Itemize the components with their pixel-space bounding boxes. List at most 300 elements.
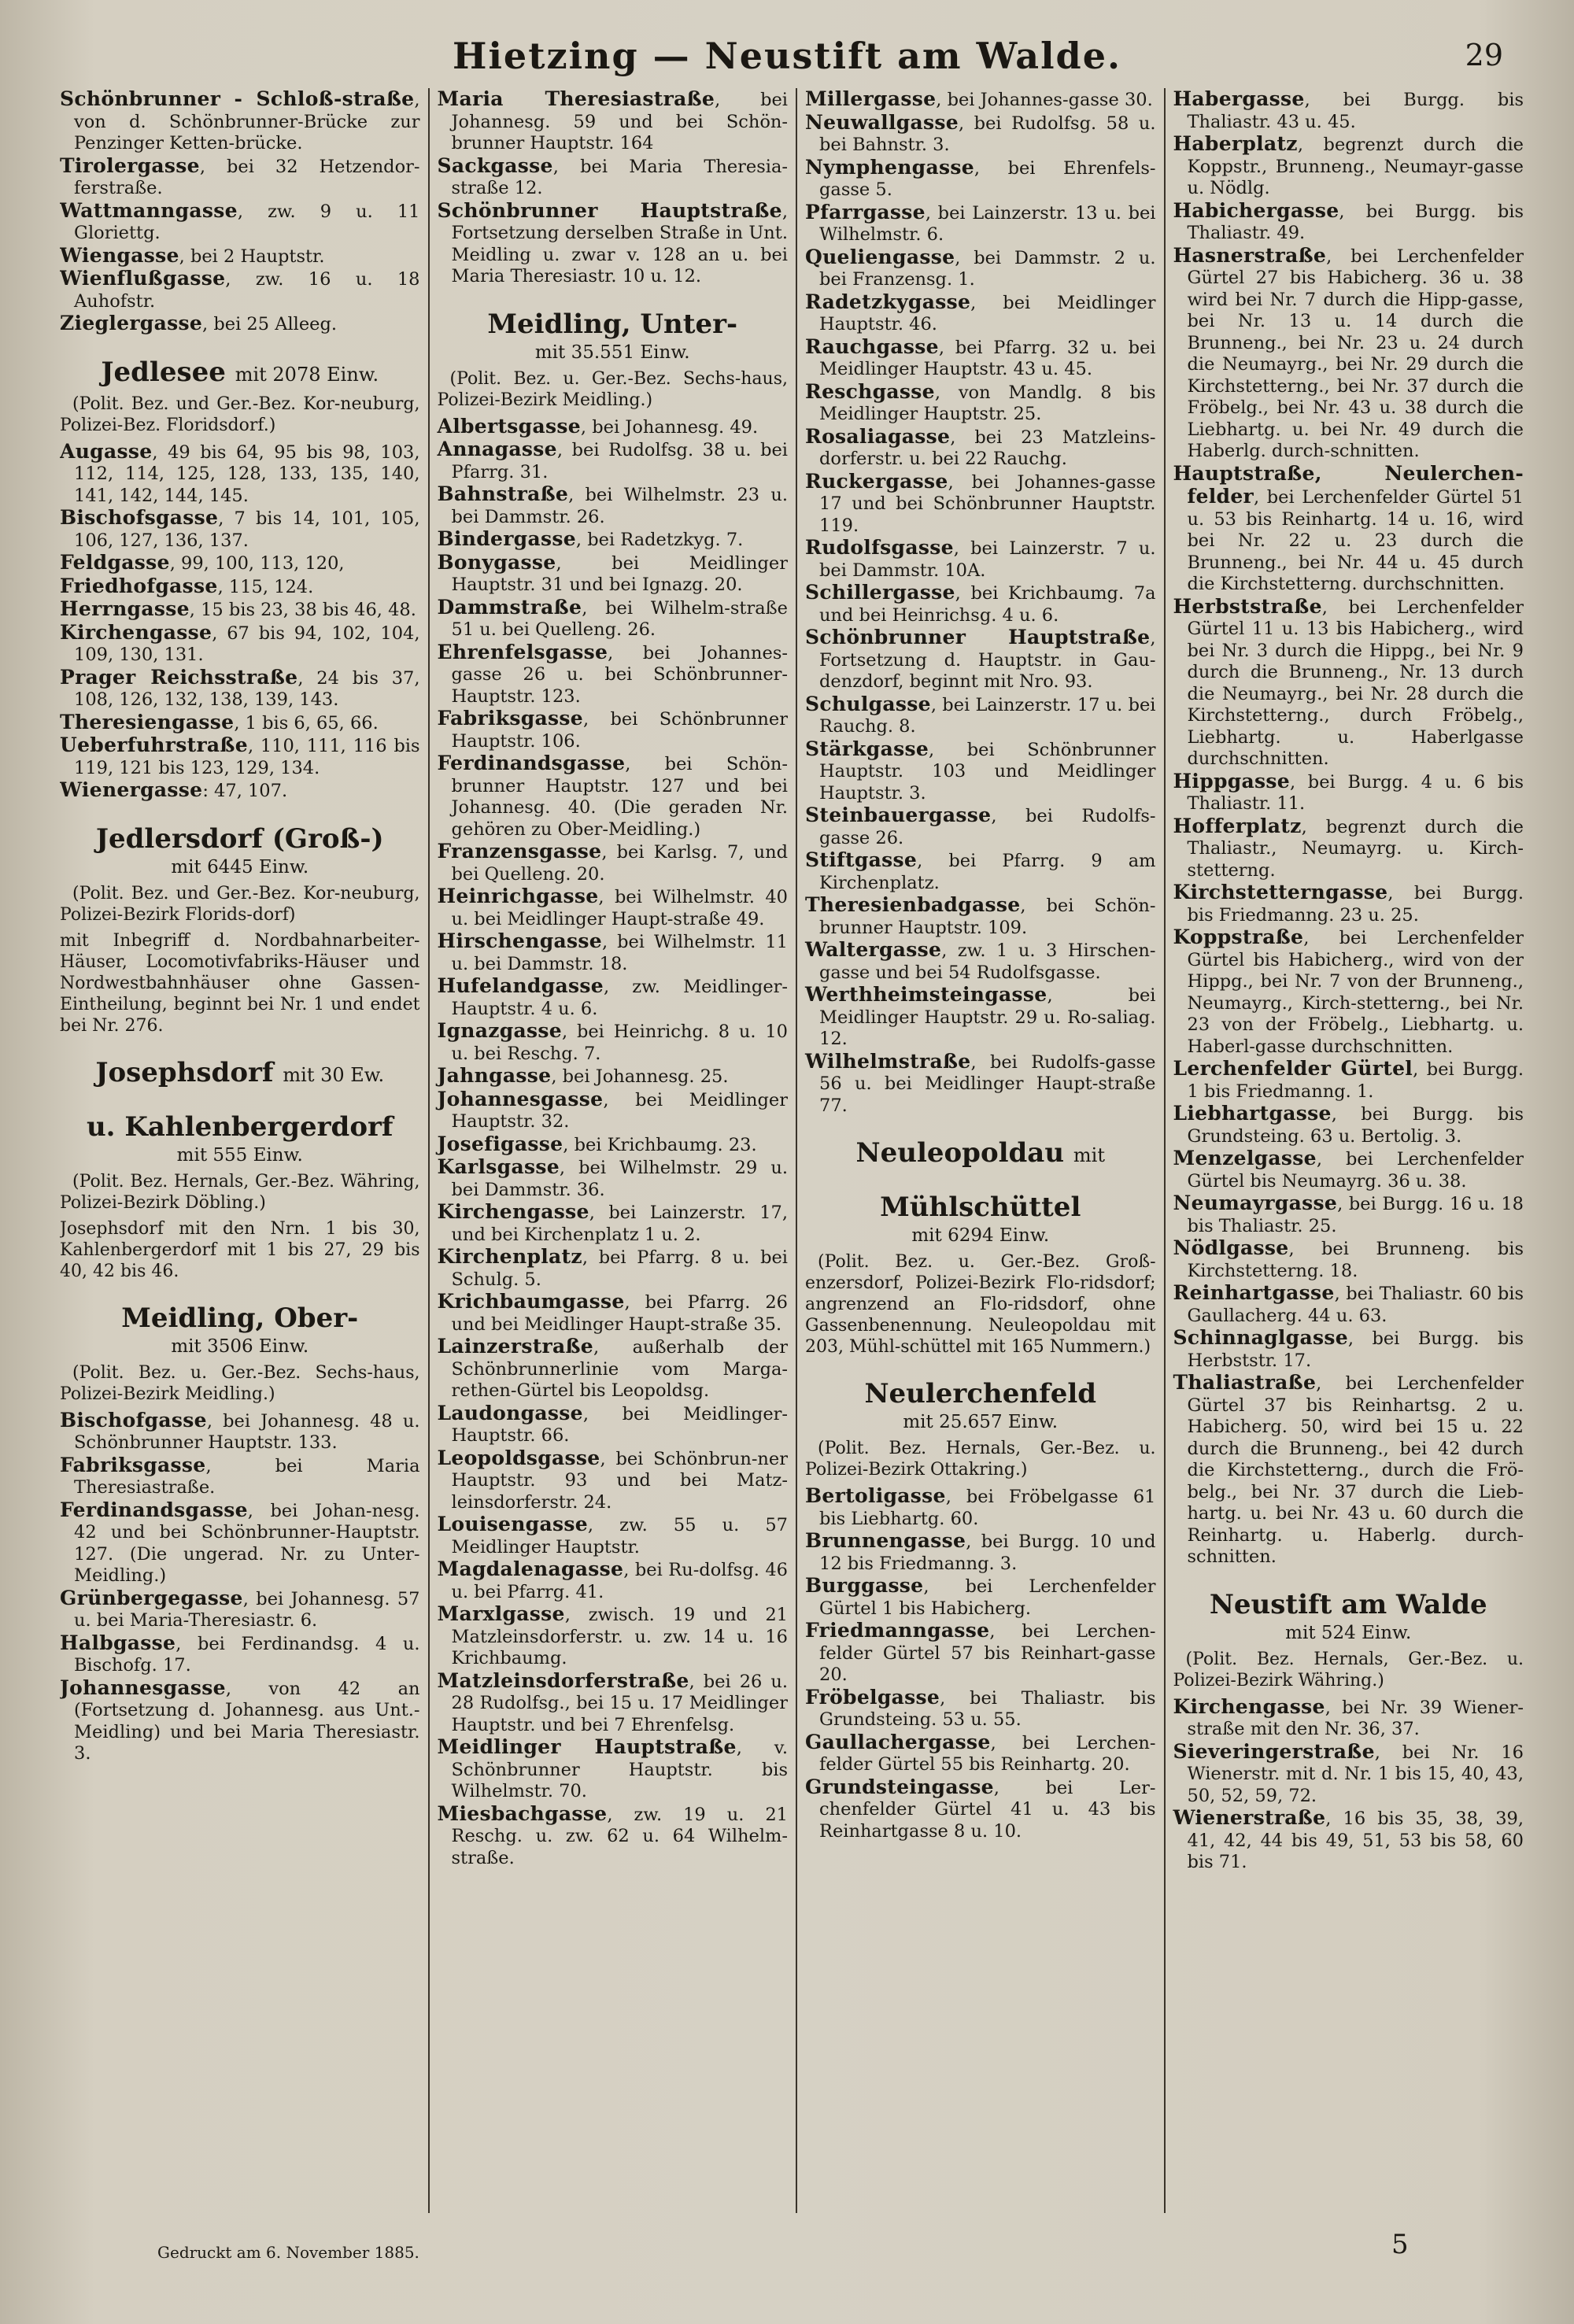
street-entry <box>805 894 1156 939</box>
street-name: Queliengasse <box>805 245 955 268</box>
street-entry <box>1173 770 1524 815</box>
street-entry <box>438 1336 789 1402</box>
street-location: , begrenzt durch die Koppstr., Brunneng., Neumayr-gasse u. Nödlg. <box>1187 135 1524 198</box>
street-entry <box>805 939 1156 984</box>
street-name: Grünbergegasse <box>60 1586 243 1609</box>
street-location: , bei Ehrenfels-gasse 5. <box>819 157 1156 200</box>
street-entry <box>1173 1237 1524 1282</box>
street-name: Habergasse <box>1173 88 1305 110</box>
street-location: , bei Nr. 16 Wienerstr. mit d. Nr. 1 bis 15, 40, 43, 50, 52, 59, 72. <box>1187 1742 1524 1806</box>
street-name: Millergasse <box>805 88 937 110</box>
street-name: Karlsgasse <box>437 1155 560 1178</box>
street-name: Ehrenfelsgasse <box>437 640 608 663</box>
street-location: , bei 2 Hauptstr. <box>179 246 325 267</box>
street-entry <box>805 984 1156 1051</box>
street-entry <box>60 1587 420 1632</box>
street-entry <box>60 1632 420 1677</box>
street-name: Tirolergasse <box>60 153 200 177</box>
street-name: Josefigasse <box>437 1132 563 1155</box>
street-name: Liebhartgasse <box>1173 1102 1332 1125</box>
street-name: Friedmanngasse <box>805 1619 990 1642</box>
street-location: , zw. 16 u. 18 Auhofstr. <box>74 269 420 312</box>
locality-heading <box>438 309 789 340</box>
locality-population-inline: mit 30 Ew. <box>283 1063 385 1086</box>
street-entry <box>438 1088 789 1133</box>
street-name: Jahngasse <box>437 1064 552 1087</box>
street-location: , bei Johan-nesg. 42 und bei Schönbrunner-Hauptstr. 127. (Die ungerad. Nr. zu Unter-Meidling.) <box>74 1500 420 1586</box>
street-name: Wiengasse <box>60 243 179 267</box>
street-entry <box>438 552 789 597</box>
street-entry <box>1173 245 1524 463</box>
street-entry <box>805 157 1156 201</box>
street-entry <box>60 441 420 508</box>
street-entry <box>1173 1192 1524 1237</box>
locality-heading <box>60 1111 420 1143</box>
street-entry <box>1173 1103 1524 1147</box>
street-entry <box>805 1731 1156 1776</box>
street-entry <box>60 1410 420 1454</box>
print-date: Gedruckt am 6. November 1885. <box>157 2243 419 2262</box>
street-entry <box>60 1677 420 1765</box>
street-name: Nymphengasse <box>805 155 974 179</box>
street-name: Bischofsgasse <box>60 506 219 529</box>
street-location: , bei Lerchenfelder Gürtel bis Habicherg., wird von der Hippg., bei Nr. 7 von der Brunneng., Neumayrg., Kirch-stetterng., bei Nr. 23 von der Fröbelg., Liebhartg. u. Haberl-gasse durchschnitten. <box>1187 928 1524 1057</box>
locality-heading <box>60 357 420 390</box>
section-text: mit Inbegriff d. Nordbahnarbeiter-Häuser, Locomotivfabriks-Häuser und Nordwestbahnhäuser ohne Gassen-Eintheilung, beginnt bei Nr. 1 und endet bei Nr. 276. <box>60 930 420 1036</box>
street-entry <box>805 693 1156 738</box>
street-name: Halbgasse <box>60 1631 176 1654</box>
street-location: , bei Ler-chenfelder Gürtel 41 u. 43 bis Reinhartgasse 8 u. 10. <box>819 1777 1156 1842</box>
street-location: , 16 bis 35, 38, 39, 41, 42, 44 bis 49, 51, 53 bis 58, 60 bis 71. <box>1187 1809 1524 1872</box>
street-name: Wienflußgasse <box>60 267 226 290</box>
column-1 <box>60 88 428 2213</box>
street-location: , 1 bis 6, 65, 66. <box>234 712 379 733</box>
street-location: , bei Burgg. 16 u. 18 bis Thaliastr. 25. <box>1187 1194 1524 1236</box>
street-entry <box>1173 1327 1524 1372</box>
street-name: Bischofgasse <box>60 1408 207 1432</box>
street-name: Zieglergasse <box>60 312 203 334</box>
street-entry <box>1173 133 1524 200</box>
street-name: Meidlinger Hauptstraße <box>437 1735 737 1758</box>
street-name: Schönbrunner Hauptstraße <box>437 198 782 222</box>
street-entry <box>438 155 789 200</box>
street-name: Rudolfsgasse <box>805 536 954 559</box>
street-location: , bei Lerchenfelder Gürtel 37 bis Reinhartsg. 2 u. Habicherg. 50, wird bei 15 u. 22 durch die Brunneng., bei 42 durch die Kirchstetterng., durch die Frö-belg., bei Nr. 37 durch die Lieb-hartg. u. bei Nr. 43 u. 60 durch die Reinhartg. u. Haberlg. durch-schnitten. <box>1187 1373 1524 1567</box>
street-name: Fabriksgasse <box>437 707 583 730</box>
street-entry <box>805 426 1156 471</box>
street-location: , bei Meidlinger Hauptstr. 32. <box>451 1089 788 1132</box>
street-location: , bei Lerchenfelder Gürtel 51 u. 53 bis Reinhartg. 14 u. 16, wird bei Nr. 22 u. 23 durch die Brunneng., bei Nr. 44 u. 45 durch die Kirchstetterng. durchschnitten. <box>1187 487 1524 594</box>
street-name: Burggasse <box>805 1574 924 1597</box>
street-location: , bei Lainzerstr. 13 u. bei Wilhelmstr. 6. <box>819 202 1156 245</box>
section-text: Josephsdorf mit den Nrn. 1 bis 30, Kahlenbergerdorf mit 1 bis 27, 29 bis 40, 42 bis 46. <box>60 1218 420 1281</box>
street-name: Bindergasse <box>437 527 576 550</box>
locality-name: Josephsdorf <box>95 1056 274 1088</box>
street-name: Ueberfuhrstraße <box>60 733 248 756</box>
locality-population: mit 555 Einw. <box>176 1144 303 1166</box>
locality-population: mit 524 Einw. <box>1285 1622 1412 1643</box>
street-location: , bei Radetzkyg. 7. <box>575 530 744 550</box>
street-location: , bei Lerchen-felder Gürtel 57 bis Reinhart-gasse 20. <box>819 1621 1156 1685</box>
street-location: , bei Pfarrg. 9 am Kirchenplatz. <box>819 851 1156 893</box>
street-location: , bei Wilhelm-straße 51 u. bei Quelleng. 26. <box>451 597 788 640</box>
street-name: Krichbaumgasse <box>437 1290 625 1313</box>
street-location: , bei 25 Alleeg. <box>202 314 338 334</box>
street-location: , bei Lerchen-felder Gürtel 55 bis Reinhartg. 20. <box>819 1732 1156 1775</box>
locality-jurisdiction-note: (Polit. Bez. Hernals, Ger.-Bez. u. Polizei-Bezirk Ottakring.) <box>805 1439 1156 1480</box>
street-name: Theresiengasse <box>60 710 235 733</box>
street-name: Franzensgasse <box>437 840 602 863</box>
street-name: Kirchengasse <box>60 620 212 644</box>
locality-heading <box>805 1378 1156 1410</box>
street-location: , bei Maria Theresiastraße. <box>74 1455 420 1498</box>
street-location: , bei Rudolfsg. 58 u. bei Bahnstr. 3. <box>819 113 1156 155</box>
street-entry <box>438 1603 789 1670</box>
street-location: , bei Pfarrg. 26 und bei Meidlinger Haupt-straße 35. <box>451 1292 788 1335</box>
street-location: , bei Johannesg. 57 u. bei Maria-Theresiastr. 6. <box>74 1588 420 1631</box>
street-location: , bei Lerchenfelder Gürtel 1 bis Habicherg. <box>819 1576 1156 1619</box>
street-entry <box>438 1670 789 1737</box>
street-location: , bei Karlsg. 7, und bei Quelleng. 20. <box>451 842 788 885</box>
street-location: , bei Wilhelmstr. 23 u. bei Dammstr. 26. <box>451 485 788 527</box>
street-location: , von 42 an (Fortsetzung d. Johannesg. aus Unt.-Meidling) und bei Maria Theresiastr. 3. <box>74 1678 420 1764</box>
street-entry <box>438 597 789 641</box>
street-name: Lerchenfelder Gürtel <box>1173 1057 1413 1080</box>
street-name: Theresienbadgasse <box>805 893 1021 916</box>
street-name: Louisengasse <box>437 1513 588 1535</box>
street-name: Sackgasse <box>437 153 553 177</box>
street-name: Fabriksgasse <box>60 1453 206 1476</box>
street-entry <box>60 312 420 336</box>
locality-name: Jedlersdorf (Groß-) <box>95 822 384 855</box>
street-location: , bei Rudolfs-gasse 56 u. bei Meidlinger Haupt-straße 77. <box>819 1051 1156 1116</box>
street-name: Fröbelgasse <box>805 1685 940 1709</box>
street-name: Ruckergasse <box>805 469 948 493</box>
street-entry <box>805 1485 1156 1530</box>
street-name: Radetzkygasse <box>805 290 971 313</box>
street-name: Ferdinandsgasse <box>437 752 626 774</box>
sheet-signature: 5 <box>1391 2229 1409 2260</box>
street-entry <box>438 1513 789 1558</box>
street-name: Thaliastraße <box>1173 1371 1317 1394</box>
locality-heading <box>60 823 420 855</box>
street-entry <box>60 1454 420 1499</box>
street-location: , bei Dammstr. 2 u. bei Franzensg. 1. <box>819 247 1156 290</box>
street-entry <box>60 155 420 200</box>
street-location: , bei Burgg. 10 und 12 bis Friedmanng. 3. <box>819 1531 1156 1574</box>
street-location: , bei Johannes-gasse 30. <box>936 90 1153 110</box>
street-name: Laudongasse <box>437 1401 583 1424</box>
street-location: , bei Schönbrun-ner Hauptstr. 93 und bei Matz-leinsdorferstr. 24. <box>451 1448 788 1513</box>
street-location: , 67 bis 94, 102, 104, 109, 130, 131. <box>74 623 420 665</box>
locality-heading <box>1173 1589 1524 1620</box>
street-entry <box>60 598 420 622</box>
street-entry <box>438 1065 789 1088</box>
street-name: Augasse <box>60 439 153 463</box>
street-location: , außerhalb der Schönbrunnerlinie vom Marga-rethen-Gürtel bis Leopoldsg. <box>451 1337 788 1401</box>
directory-columns <box>60 88 1532 2213</box>
street-location: , bei Johannes-gasse 17 und bei Schönbrunner Hauptstr. 119. <box>819 471 1156 536</box>
street-location: , bei Johannes-gasse 26 u. bei Schönbrunner-Hauptstr. 123. <box>451 642 788 707</box>
street-name: Steinbauergasse <box>805 804 992 826</box>
street-location: , Fortsetzung d. Hauptstr. in Gau-denzdorf, beginnt mit Nro. 93. <box>819 628 1156 692</box>
street-name: Dammstraße <box>437 595 582 619</box>
street-entry <box>438 1402 789 1447</box>
street-entry <box>438 200 789 288</box>
street-entry <box>438 1020 789 1065</box>
street-location: , bei Nr. 39 Wiener-straße mit den Nr. 36, 37. <box>1187 1697 1524 1739</box>
street-name: Lainzerstraße <box>437 1335 594 1358</box>
locality-jurisdiction-note: (Polit. Bez. Hernals, Ger.-Bez. Währing, Polizei-Bezirk Döbling.) <box>60 1171 420 1213</box>
street-location: , von Mandlg. 8 bis Meidlinger Hauptstr. 25. <box>819 382 1156 424</box>
locality-name: u. Kahlenbergerdorf <box>86 1110 394 1143</box>
street-entry <box>438 438 789 483</box>
street-name: Pfarrgasse <box>805 200 926 224</box>
locality-population: mit 35.551 Einw. <box>534 342 690 363</box>
street-entry <box>438 1803 789 1870</box>
street-location: , zw. 1 u. 3 Hirschen-gasse und bei 54 Rudolfsgasse. <box>819 940 1156 983</box>
street-location: , v. Schönbrunner Hauptstr. bis Wilhelmstr. 70. <box>451 1738 788 1801</box>
street-entry <box>805 1530 1156 1575</box>
street-entry <box>60 245 420 268</box>
street-name: Heinrichgasse <box>437 885 599 907</box>
locality-heading <box>60 1057 420 1091</box>
column-4 <box>1164 88 1532 2213</box>
street-name: Hofferplatz <box>1173 814 1302 837</box>
street-entry <box>438 528 789 552</box>
street-name: Ignazgasse <box>437 1019 562 1042</box>
street-entry <box>1173 200 1524 245</box>
street-entry <box>438 1447 789 1514</box>
street-name: Schönbrunner - Schloß-straße <box>60 88 415 110</box>
street-name: Stärkgasse <box>805 737 929 760</box>
street-location: , bei Meidlinger-Hauptstr. 66. <box>451 1403 788 1446</box>
street-name: Nödlgasse <box>1173 1236 1289 1259</box>
street-entry <box>438 88 789 155</box>
locality-jurisdiction-note: (Polit. Bez. und Ger.-Bez. Kor-neuburg, Polizei-Bezirk Florids-dorf) <box>60 883 420 925</box>
locality-name: Mühlschüttel <box>880 1192 1081 1223</box>
street-location: , 7 bis 14, 101, 105, 106, 127, 136, 137. <box>74 508 420 551</box>
street-location: , bei Wilhelmstr. 29 u. bei Dammstr. 36. <box>451 1158 788 1200</box>
street-name: Grundsteingasse <box>805 1775 994 1798</box>
street-location: , bei Johannesg. 49. <box>580 416 759 438</box>
street-entry <box>60 88 420 155</box>
street-entry <box>60 268 420 312</box>
street-entry <box>60 575 420 599</box>
street-name: Miesbachgasse <box>437 1801 608 1825</box>
locality-population: mit 25.657 Einw. <box>903 1412 1059 1432</box>
street-name: Friedhofgasse <box>60 574 218 597</box>
page-number: 29 <box>1465 38 1503 72</box>
street-name: Schönbrunner Hauptstraße <box>805 626 1151 648</box>
locality-jurisdiction-note: (Polit. Bez. u. Ger.-Bez. Groß-enzersdorf, Polizei-Bezirk Flo-ridsdorf; angrenzend an Flo-ridsdorf, ohne Gassenbenennung. Neuleopoldau mit 203, Mühl-schüttel mit 165 Nummern.) <box>805 1252 1156 1357</box>
street-entry <box>1173 1282 1524 1327</box>
street-entry <box>805 1051 1156 1118</box>
street-name: Marxlgasse <box>437 1602 565 1625</box>
street-location: , bei Krichbaumg. 23. <box>563 1134 757 1155</box>
street-entry <box>805 246 1156 291</box>
street-name: Kirchengasse <box>1173 1694 1325 1718</box>
street-location: , 99, 100, 113, 120, <box>169 553 345 574</box>
street-entry <box>438 1133 789 1157</box>
street-location: , bei 26 u. 28 Rudolfsg., bei 15 u. 17 Meidlinger Hauptstr. und bei 7 Ehrenfelsg. <box>451 1671 788 1735</box>
street-entry <box>805 112 1156 157</box>
street-name: Kirchengasse <box>437 1200 589 1223</box>
street-name: Kirchstetterngasse <box>1173 881 1388 903</box>
street-location: , bei Schön-brunner Hauptstr. 127 und bei Johannesg. 40. (Die geraden Nr. gehören zu Ober-Meidling.) <box>451 754 788 840</box>
street-entry <box>1173 1058 1524 1103</box>
street-name: Brunnengasse <box>805 1529 966 1552</box>
street-location: , bei Meidlinger Hauptstr. 31 und bei Ignazg. 20. <box>451 552 788 595</box>
locality-name: Meidling, Unter- <box>487 308 738 340</box>
street-name: Bonygasse <box>437 550 556 574</box>
street-entry <box>60 200 420 245</box>
street-location: , bei Brunneng. bis Kirchstetterng. 18. <box>1187 1239 1524 1281</box>
locality-heading <box>805 1192 1156 1223</box>
street-entry <box>438 1201 789 1246</box>
street-name: Annagasse <box>437 438 557 460</box>
street-entry <box>1173 1696 1524 1741</box>
street-location: , 49 bis 64, 95 bis 98, 103, 112, 114, 125, 128, 133, 135, 140, 141, 142, 144, 145. <box>74 442 420 506</box>
street-name: Matzleinsdorferstraße <box>437 1668 689 1692</box>
street-location: , bei Lainzerstr. 7 u. bei Dammstr. 10A. <box>819 538 1156 581</box>
street-entry <box>438 641 789 708</box>
street-location: , 24 bis 37, 108, 126, 132, 138, 139, 143. <box>74 667 420 710</box>
street-location: , bei Wilhelmstr. 11 u. bei Dammstr. 18. <box>451 932 788 974</box>
street-entry <box>438 752 789 841</box>
page-title: Hietzing — Neustift am Walde. <box>453 35 1121 77</box>
street-location: , bei Heinrichg. 8 u. 10 u. bei Reschg. 7. <box>451 1022 788 1064</box>
street-location: , bei Thaliastr. 60 bis Gaullacherg. 44 u. 63. <box>1187 1284 1524 1326</box>
street-location: , bei Lerchenfelder Gürtel 27 bis Habicherg. 36 u. 38 wird bei Nr. 7 durch die Hipp-gasse, bei Nr. 13 u. 14 durch die Brunneng., bei Nr. 23 u. 24 durch die Neumayrg., bei Nr. 29 durch die Kirchstetterng., bei Nr. 37 durch die Fröbelg., bei Nr. 43 u. 38 durch die Liebhartg. u. bei Nr. 49 durch die Haberlg. durch-schnitten. <box>1187 246 1524 461</box>
street-entry <box>805 626 1156 693</box>
street-name: Albertsgasse <box>437 414 581 438</box>
street-location: , bei Schönbrunner Hauptstr. 106. <box>451 709 788 752</box>
street-entry <box>438 885 789 930</box>
street-location: , bei Johannesg. 25. <box>551 1066 729 1087</box>
street-entry <box>805 849 1156 894</box>
street-entry <box>1173 463 1524 596</box>
locality-name: Neuleopoldau <box>855 1137 1065 1169</box>
street-location: , von d. Schönbrunner-Brücke zur Penzinger Ketten-brücke. <box>74 90 420 153</box>
street-location: , zw. 9 u. 11 Gloriettg. <box>74 201 420 243</box>
street-name: Werthheimsteingasse <box>805 983 1047 1006</box>
locality-population: mit 6294 Einw. <box>911 1225 1050 1246</box>
locality-jurisdiction-note: (Polit. Bez. u. Ger.-Bez. Sechs-haus, Polizei-Bezirk Meidling.) <box>437 368 788 410</box>
street-name: Leopoldsgasse <box>437 1446 600 1469</box>
street-entry <box>438 1291 789 1336</box>
street-name: Hippgasse <box>1173 769 1291 793</box>
locality-name: Jedlesee <box>101 356 226 388</box>
street-name: Hirschengasse <box>437 929 602 952</box>
street-entry <box>60 622 420 667</box>
street-entry <box>805 1776 1156 1843</box>
locality-jurisdiction-note: (Polit. Bez. u. Ger.-Bez. Sechs-haus, Polizei-Bezirk Meidling.) <box>60 1362 420 1404</box>
street-location: , bei Meidlinger Hauptstr. 46. <box>819 292 1156 334</box>
street-location: , bei Johannesg. 48 u. Schönbrunner Hauptstr. 133. <box>74 1410 420 1453</box>
street-name: Hufelandgasse <box>437 974 604 997</box>
street-location: , bei Ferdinandsg. 4 u. Bischofg. 17. <box>74 1633 420 1676</box>
street-location: , bei Lerchenfelder Gürtel bis Neumayrg. 36 u. 38. <box>1187 1149 1524 1192</box>
street-location: , bei Maria Theresia-straße 12. <box>451 156 788 198</box>
locality-name: Neulerchenfeld <box>864 1378 1097 1410</box>
street-name: Kirchenplatz <box>437 1245 582 1268</box>
street-entry <box>1173 881 1524 926</box>
street-name: Reschgasse <box>805 379 935 403</box>
street-location: , bei Fröbelgasse 61 bis Liebhartg. 60. <box>819 1487 1156 1529</box>
street-name: Neumayrgasse <box>1173 1192 1338 1214</box>
street-entry <box>438 975 789 1020</box>
street-name: Menzelgasse <box>1173 1147 1317 1169</box>
street-entry <box>1173 926 1524 1058</box>
street-entry <box>60 1499 420 1587</box>
street-location: , bei Lainzerstr. 17, und bei Kirchenplatz 1 u. 2. <box>451 1203 788 1245</box>
street-entry <box>805 291 1156 336</box>
street-name: Gaullachergasse <box>805 1730 991 1753</box>
street-location: , bei Burgg. bis Thaliastr. 43 u. 45. <box>1187 90 1524 132</box>
street-location: , bei Schön-brunner Hauptstr. 109. <box>819 896 1156 938</box>
street-name: Rosaliagasse <box>805 424 951 448</box>
street-location: , bei Thaliastr. bis Grundsteing. 53 u. 55. <box>819 1687 1156 1730</box>
street-entry <box>805 537 1156 582</box>
street-location: , bei Krichbaumg. 7a und bei Heinrichsg. 4 u. 6. <box>819 583 1156 626</box>
street-location: , bei Burgg. bis Grundsteing. 63 u. Bertolig. 3. <box>1187 1104 1524 1147</box>
street-entry <box>60 507 420 552</box>
street-location: , bei 23 Matzleins-dorferstr. u. bei 22 Rauchg. <box>819 427 1156 469</box>
street-entry <box>805 582 1156 626</box>
street-location: , 15 bis 23, 38 bis 46, 48. <box>189 600 416 620</box>
street-entry <box>805 471 1156 538</box>
street-name: Hauptstraße, Neulerchen-felder <box>1173 461 1524 508</box>
street-location: , bei Meidlinger Hauptstr. 29 u. Ro-saliag. 12. <box>819 985 1156 1049</box>
street-location: , zw. Meidlinger-Hauptstr. 4 u. 6. <box>451 977 788 1019</box>
street-name: Habichergasse <box>1173 198 1339 222</box>
street-entry <box>438 1736 789 1803</box>
street-entry <box>60 734 420 779</box>
street-location: , Fortsetzung derselben Straße in Unt. Meidling u. zwar v. 128 an u. bei Maria Theresiastr. 10 u. 12. <box>451 201 788 286</box>
street-location: , bei Schönbrunner Hauptstr. 103 und Meidlinger Hauptstr. 3. <box>819 739 1156 804</box>
street-name: Wienergasse <box>60 778 203 801</box>
street-location: , begrenzt durch die Thaliastr., Neumayrg. u. Kirch-stetterng. <box>1187 816 1524 881</box>
locality-name: Neustift am Walde <box>1209 1588 1487 1620</box>
locality-name: Meidling, Ober- <box>121 1302 359 1334</box>
locality-population-inline: mit 2078 Einw. <box>235 363 379 386</box>
street-entry <box>1173 1807 1524 1874</box>
locality-heading <box>60 1302 420 1334</box>
street-entry <box>805 1620 1156 1687</box>
street-entry <box>60 667 420 711</box>
street-entry <box>438 1246 789 1291</box>
street-name: Hasnerstraße <box>1173 243 1327 267</box>
street-entry <box>1173 1147 1524 1192</box>
street-name: Koppstraße <box>1173 926 1304 948</box>
street-name: Johannesgasse <box>437 1087 604 1110</box>
street-entry <box>1173 815 1524 882</box>
locality-population: mit 3506 Einw. <box>171 1336 309 1357</box>
street-entry <box>60 711 420 735</box>
street-location: , bei Burgg. bis Thaliastr. 49. <box>1187 201 1524 243</box>
street-name: Schulgasse <box>805 692 931 715</box>
street-name: Wienerstraße <box>1173 1806 1326 1829</box>
street-entry <box>438 1558 789 1603</box>
street-entry <box>1173 596 1524 770</box>
street-location: , 110, 111, 116 bis 119, 121 bis 123, 129, 134. <box>74 736 420 778</box>
street-name: Schinnaglgasse <box>1173 1326 1348 1349</box>
street-name: Neuwallgasse <box>805 110 959 134</box>
street-location: , bei 32 Hetzendor-ferstraße. <box>74 156 420 198</box>
street-name: Bertoligasse <box>805 1484 946 1507</box>
street-entry <box>805 201 1156 246</box>
